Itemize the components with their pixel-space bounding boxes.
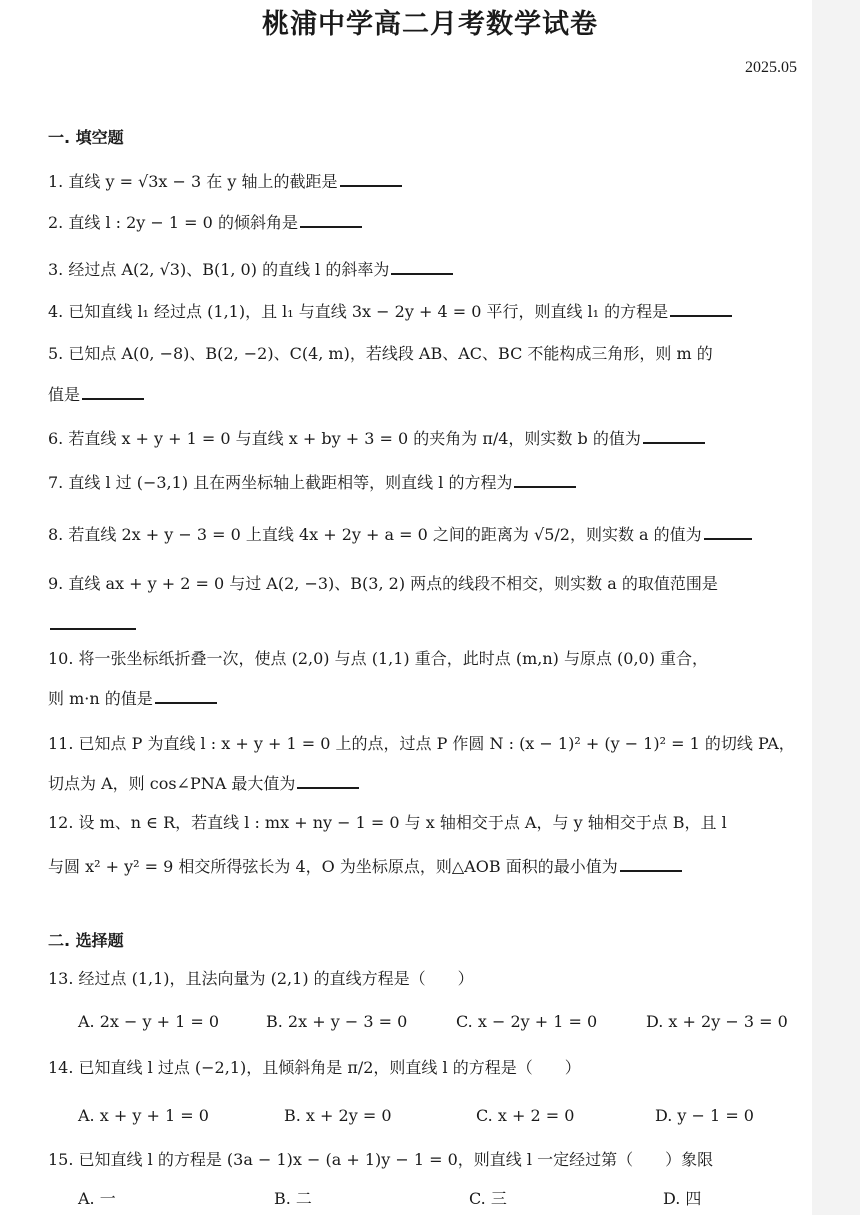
question-8	[48, 524, 752, 546]
question-10-line-1: 10. 将一张坐标纸折叠一次，使点 (2,0) 与点 (1,1) 重合，此时点 (m,n) 与原点 (0,0) 重合，	[48, 649, 709, 668]
question-5-line-2	[48, 384, 144, 406]
question-5-line-1: 5. 已知点 A(0, −8)、B(2, −2)、C(4, m)，若线段 AB、AC、BC 不能构成三角形，则 m 的	[48, 344, 713, 363]
question-4-text: 4. 已知直线 l₁ 经过点 (1,1)，且 l₁ 与直线 3x − 2y + 4 = 0 平行，则直线 l₁ 的方程是	[48, 302, 669, 321]
answer-blank[interactable]	[704, 524, 752, 540]
answer-blank[interactable]	[391, 259, 453, 275]
question-4	[48, 301, 732, 323]
answer-blank[interactable]	[297, 773, 359, 789]
question-11-line-1: 11. 已知点 P 为直线 l : x + y + 1 = 0 上的点，过点 P 作圆 N : (x − 1)² + (y − 1)² = 1 的切线 PA，	[48, 734, 795, 753]
answer-blank[interactable]	[643, 428, 705, 444]
q13-option-d[interactable]: D. x + 2y − 3 = 0	[646, 1012, 788, 1031]
question-7-text: 7. 直线 l 过 (−3,1) 且在两坐标轴上截距相等，则直线 l 的方程为	[48, 473, 513, 492]
question-3	[48, 259, 453, 281]
answer-blank[interactable]	[670, 301, 732, 317]
answer-blank[interactable]	[620, 856, 682, 872]
q14-option-c[interactable]: C. x + 2 = 0	[476, 1106, 575, 1125]
q14-option-b[interactable]: B. x + 2y = 0	[284, 1106, 392, 1125]
q15-option-b[interactable]: B. 二	[274, 1189, 312, 1208]
q13-option-b[interactable]: B. 2x + y − 3 = 0	[266, 1012, 408, 1031]
question-6	[48, 428, 705, 450]
exam-date: 2025.05	[745, 59, 797, 76]
question-9-blank-line	[48, 614, 136, 636]
question-3-text: 3. 经过点 A(2, √3)、B(1, 0) 的直线 l 的斜率为	[48, 260, 390, 279]
question-5-text-end: 值是	[48, 385, 81, 404]
answer-blank[interactable]	[514, 472, 576, 488]
answer-blank[interactable]	[340, 171, 402, 187]
question-12-line-2	[48, 856, 682, 878]
question-8-text: 8. 若直线 2x + y − 3 = 0 上直线 4x + 2y + a = 0 之间的距离为 √5/2，则实数 a 的值为	[48, 525, 702, 544]
answer-blank[interactable]	[300, 212, 362, 228]
q13-option-c[interactable]: C. x − 2y + 1 = 0	[456, 1012, 598, 1031]
question-11-line-2	[48, 773, 359, 795]
page-title: 桃浦中学高二月考数学试卷	[262, 9, 598, 40]
q15-option-c[interactable]: C. 三	[469, 1189, 507, 1208]
section-choice-heading: 二. 选择题	[48, 931, 124, 950]
question-10-line-2	[48, 688, 217, 710]
question-2	[48, 212, 362, 234]
q15-option-a[interactable]: A. 一	[78, 1189, 116, 1208]
q13-option-a[interactable]: A. 2x − y + 1 = 0	[78, 1012, 220, 1031]
section-fill-in-heading: 一. 填空题	[48, 128, 124, 147]
answer-blank[interactable]	[50, 614, 136, 630]
question-2-text: 2. 直线 l : 2y − 1 = 0 的倾斜角是	[48, 213, 298, 232]
question-13: 13. 经过点 (1,1)，且法向量为 (2,1) 的直线方程是（ ）	[48, 969, 474, 988]
question-12-text-end: 与圆 x² + y² = 9 相交所得弦长为 4，O 为坐标原点，则△AOB 面积的最小值为	[48, 857, 618, 876]
question-14: 14. 已知直线 l 过点 (−2,1)，且倾斜角是 π/2，则直线 l 的方程是（ ）	[48, 1058, 581, 1077]
question-7	[48, 472, 576, 494]
answer-blank[interactable]	[82, 384, 144, 400]
question-9: 9. 直线 ax + y + 2 = 0 与过 A(2, −3)、B(3, 2) 两点的线段不相交，则实数 a 的取值范围是	[48, 574, 718, 593]
q14-option-a[interactable]: A. x + y + 1 = 0	[78, 1106, 209, 1125]
question-15: 15. 已知直线 l 的方程是 (3a − 1)x − (a + 1)y − 1 = 0，则直线 l 一定经过第（ ）象限	[48, 1150, 714, 1169]
page-edge-shadow	[812, 0, 860, 1215]
answer-blank[interactable]	[155, 688, 217, 704]
q14-option-d[interactable]: D. y − 1 = 0	[655, 1106, 754, 1125]
question-11-text-end: 切点为 A，则 cos∠PNA 最大值为	[48, 774, 296, 793]
question-10-text-end: 则 m·n 的值是	[48, 689, 153, 708]
question-1-text: 1. 直线 y = √3x − 3 在 y 轴上的截距是	[48, 172, 338, 191]
question-12-line-1: 12. 设 m、n ∈ R，若直线 l : mx + ny − 1 = 0 与 x 轴相交于点 A，与 y 轴相交于点 B，且 l	[48, 813, 727, 832]
question-6-text: 6. 若直线 x + y + 1 = 0 与直线 x + by + 3 = 0 的夹角为 π/4，则实数 b 的值为	[48, 429, 641, 448]
question-1	[48, 171, 402, 193]
q15-option-d[interactable]: D. 四	[663, 1189, 702, 1208]
